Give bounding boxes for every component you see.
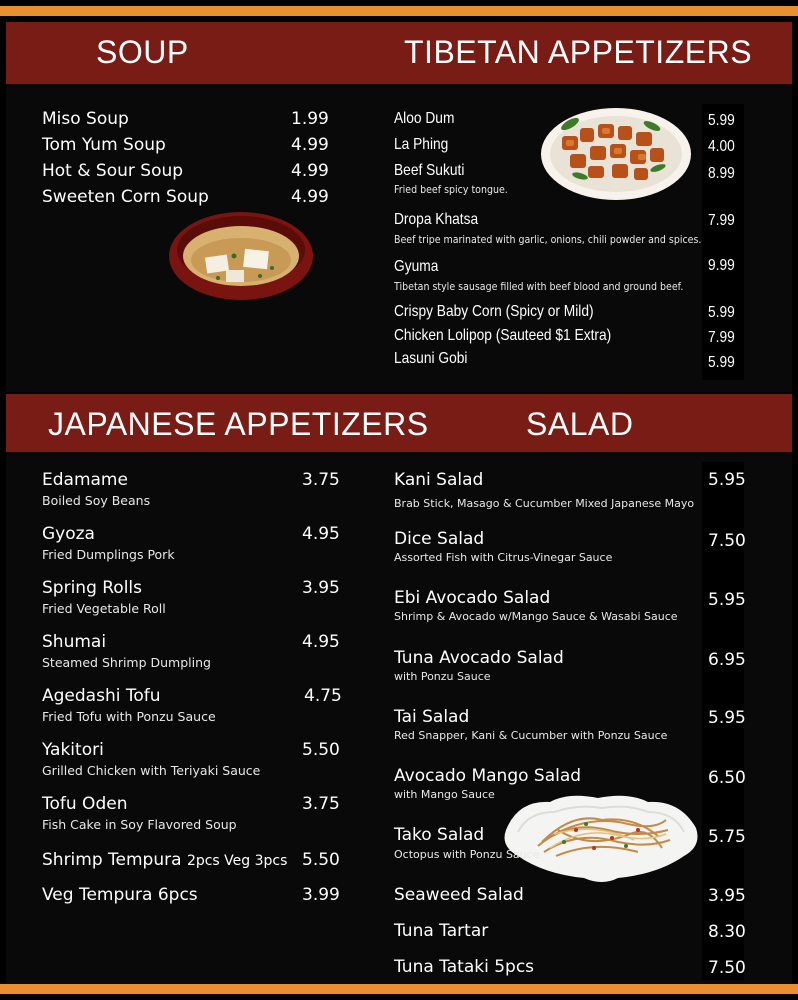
item-description: Boiled Soy Beans [42, 493, 151, 508]
item-description-text: Red Snapper, Kani & Cucumber with Ponzu Sauce [394, 729, 668, 742]
price: 5.99 [708, 112, 735, 129]
item-description-text: Octopus with Ponzu Sauce [394, 848, 540, 861]
item-description: Fried beef spicy tongue. [394, 183, 508, 196]
list-item: Tofu Oden [42, 794, 128, 814]
price: 7.50 [708, 958, 746, 978]
list-item: Tuna Tartar [394, 921, 489, 941]
price: 3.95 [302, 578, 340, 598]
seaweed-salad-photo [498, 790, 704, 888]
list-item: Aloo Dum [394, 110, 455, 127]
miso-soup-photo [168, 210, 314, 306]
item-description [394, 549, 612, 564]
price: 8.99 [708, 165, 735, 182]
list-item: Tuna Avocado Salad [394, 648, 564, 668]
bottom-accent-bar [0, 984, 798, 994]
list-item: Yakitori [42, 740, 104, 760]
item-description: Beef tripe marinated with garlic, onions, chili powder and spices. [394, 233, 702, 246]
list-item: Tai Salad [394, 707, 470, 727]
list-item: Tuna Tataki 5pcs [394, 957, 535, 977]
list-item: Kani Salad [394, 470, 484, 490]
price: 4.00 [708, 138, 735, 155]
price: 3.95 [708, 886, 746, 906]
item-description-text: Brab Stick, Masago & Cucumber Mixed Japanese Mayo [394, 497, 695, 510]
list-item: Agedashi Tofu [42, 686, 161, 706]
item-description [394, 608, 678, 623]
price: 5.99 [708, 304, 735, 321]
price: 6.50 [708, 768, 746, 788]
item-description: Tibetan style sausage filled with beef blood and ground beef. [394, 280, 684, 293]
item-description: Fried Dumplings Pork [42, 547, 175, 562]
item-description [394, 846, 539, 861]
price: 3.75 [302, 470, 340, 490]
price: 3.75 [302, 794, 340, 814]
list-item: Sweeten Corn Soup [42, 187, 209, 207]
price: 4.99 [291, 135, 329, 155]
price: 8.30 [708, 922, 746, 942]
list-item: Tako Salad [394, 825, 485, 845]
item-description [394, 668, 491, 683]
item-description-text: with Ponzu Sauce [394, 670, 491, 683]
item-description [394, 727, 667, 742]
price: 9.99 [708, 257, 735, 274]
list-item: Gyuma [394, 258, 439, 275]
list-item: Veg Tempura 6pcs [42, 885, 198, 905]
soup-title: SOUP [96, 34, 189, 70]
list-item: Hot & Sour Soup [42, 161, 184, 181]
list-item: Tom Yum Soup [42, 135, 166, 155]
price: 5.95 [708, 590, 746, 610]
list-item [42, 850, 287, 870]
salad-title: SALAD [526, 406, 634, 442]
list-item: Edamame [42, 470, 128, 490]
price: 5.50 [302, 850, 340, 870]
list-item: Lasuni Gobi [394, 350, 468, 367]
item-description [394, 495, 694, 510]
list-item: Beef Sukuti [394, 162, 465, 179]
price: 4.95 [302, 524, 340, 544]
list-item: Chicken Lolipop (Sauteed $1 Extra) [394, 327, 612, 344]
item-description: Steamed Shrimp Dumpling [42, 655, 211, 670]
price: 5.95 [708, 470, 746, 490]
price: 5.50 [302, 740, 340, 760]
price: 7.50 [708, 531, 746, 551]
item-description: Fried Tofu with Ponzu Sauce [42, 709, 216, 724]
bottom-section-header [6, 394, 792, 452]
item-description: Fried Vegetable Roll [42, 601, 166, 616]
item-description: Fish Cake in Soy Flavored Soup [42, 817, 237, 832]
list-item: Dropa Khatsa [394, 211, 479, 228]
item-description-text: with Mango Sauce [394, 788, 495, 801]
list-item: Crispy Baby Corn (Spicy or Mild) [394, 303, 594, 320]
item-description-text: Assorted Fish with Citrus-Vinegar Sauce [394, 551, 613, 564]
tibetan-title: TIBETAN APPETIZERS [404, 34, 753, 70]
list-item: Seaweed Salad [394, 885, 524, 905]
item-portion: 2pcs Veg 3pcs [186, 853, 288, 869]
list-item: Ebi Avocado Salad [394, 588, 551, 608]
item-description: Grilled Chicken with Teriyaki Sauce [42, 763, 261, 778]
price: 4.75 [304, 686, 342, 706]
price: 5.95 [708, 708, 746, 728]
list-item: Dice Salad [394, 529, 485, 549]
price: 7.99 [708, 329, 735, 346]
item-description-text: Shrimp & Avocado w/Mango Sauce & Wasabi Sauce [394, 610, 678, 623]
list-item: La Phing [394, 136, 449, 153]
price: 4.99 [291, 161, 329, 181]
price: 3.99 [302, 885, 340, 905]
price: 5.99 [708, 354, 735, 371]
list-item: Gyoza [42, 524, 95, 544]
list-item: Avocado Mango Salad [394, 766, 582, 786]
top-section-header [6, 22, 792, 84]
item-name: Shrimp Tempura [42, 850, 182, 870]
list-item: Miso Soup [42, 109, 129, 129]
item-description [394, 786, 495, 801]
price: 7.99 [708, 212, 735, 229]
price: 4.99 [291, 187, 329, 207]
price: 1.99 [291, 109, 329, 129]
japanese-title: JAPANESE APPETIZERS [48, 406, 429, 442]
price: 5.75 [708, 827, 746, 847]
aloo-dum-photo [540, 106, 692, 202]
price: 6.95 [708, 650, 746, 670]
list-item: Shumai [42, 632, 107, 652]
list-item: Spring Rolls [42, 578, 143, 598]
top-accent-bar [0, 6, 798, 16]
price: 4.95 [302, 632, 340, 652]
